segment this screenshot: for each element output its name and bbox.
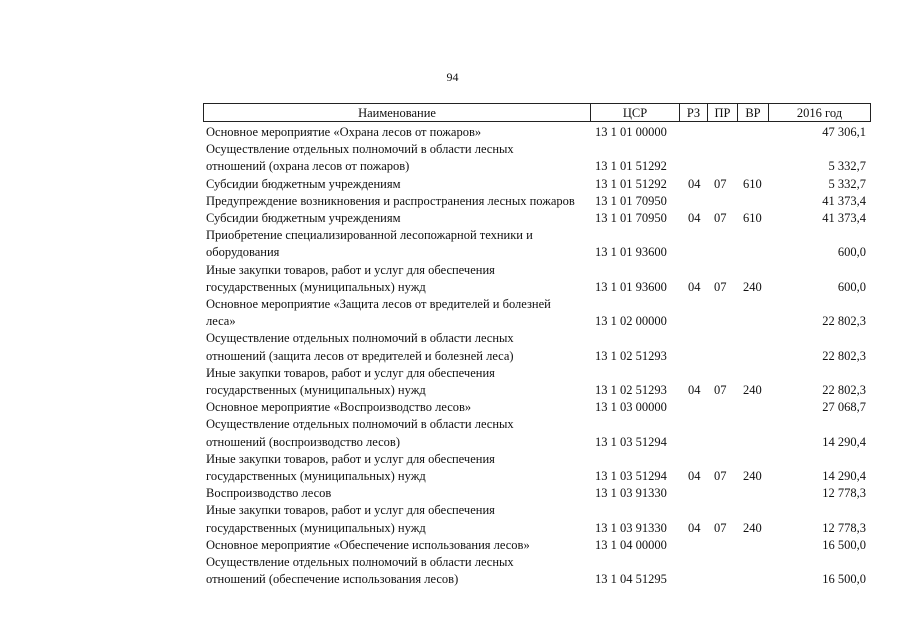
row-name [206, 176, 592, 193]
table-row [0, 296, 905, 330]
row-name-line: Иные закупки товаров, работ и услуг для обеспечения [206, 365, 495, 380]
row-amount: 22 802,3 [822, 348, 866, 363]
table-row [0, 330, 905, 364]
row-vr: 240 [743, 383, 762, 398]
row-csr: 13 1 03 91330 [595, 520, 667, 535]
table-row [0, 451, 905, 485]
header-vr: ВР [738, 104, 769, 121]
row-pr: 07 [714, 520, 727, 535]
row-csr: 13 1 01 70950 [595, 211, 667, 226]
row-csr: 13 1 02 00000 [595, 314, 667, 329]
header-pr: ПР [708, 104, 738, 121]
header-csr: ЦСР [591, 104, 680, 121]
row-amount: 5 332,7 [828, 159, 866, 174]
row-name [206, 227, 592, 261]
row-name [206, 399, 592, 416]
row-name-line: Осуществление отдельных полномочий в области лесных [206, 555, 514, 570]
row-csr: 13 1 01 00000 [595, 125, 667, 139]
row-csr: 13 1 03 91330 [595, 486, 667, 501]
table-header [203, 103, 871, 122]
table-row [0, 141, 905, 175]
row-name-line: Осуществление отдельных полномочий в области лесных [206, 142, 514, 157]
row-amount: 600,0 [837, 245, 866, 260]
table-row [0, 399, 905, 416]
row-csr: 13 1 04 51295 [595, 572, 667, 587]
row-name-line: Предупреждение возникновения и распространения лесных пожаров [206, 193, 575, 208]
row-csr: 13 1 02 51293 [595, 383, 667, 398]
row-name-line: государственных (муниципальных) нужд [206, 520, 426, 535]
row-pr: 07 [714, 211, 727, 226]
row-pr: 07 [714, 279, 727, 294]
row-name-line: Иные закупки товаров, работ и услуг для обеспечения [206, 451, 495, 466]
table-row [0, 227, 905, 261]
table-row [0, 502, 905, 536]
row-rz: 04 [688, 383, 701, 398]
table-row [0, 416, 905, 450]
row-csr: 13 1 01 51292 [595, 159, 667, 174]
row-name-line: Иные закупки товаров, работ и услуг для обеспечения [206, 262, 495, 277]
row-name-line: отношений (воспроизводство лесов) [206, 434, 400, 449]
table-row [0, 554, 905, 588]
row-name [206, 554, 592, 588]
header-year: 2016 год [796, 106, 843, 120]
row-name-line: леса» [206, 314, 236, 329]
row-pr: 07 [714, 469, 727, 484]
header-rz: РЗ [680, 104, 708, 121]
row-amount: 16 500,0 [822, 537, 866, 552]
row-name [206, 537, 592, 554]
row-name [206, 451, 592, 485]
row-amount: 16 500,0 [822, 572, 866, 587]
row-vr: 240 [743, 469, 762, 484]
row-name [206, 141, 592, 175]
table-row [0, 262, 905, 296]
row-name-line: государственных (муниципальных) нужд [206, 469, 426, 484]
row-rz: 04 [688, 520, 701, 535]
row-name-line: Субсидии бюджетным учреждениям [206, 211, 401, 226]
row-name [206, 330, 592, 364]
row-name [206, 502, 592, 536]
row-amount: 600,0 [837, 279, 866, 294]
row-amount: 12 778,3 [822, 520, 866, 535]
row-name-line: отношений (обеспечение использования лесов) [206, 572, 459, 587]
row-name-line: оборудования [206, 245, 280, 260]
row-name-line: Осуществление отдельных полномочий в области лесных [206, 331, 514, 346]
row-amount: 41 373,4 [822, 211, 866, 226]
row-csr: 13 1 01 93600 [595, 279, 667, 294]
table-row [0, 485, 905, 502]
row-name-line: Воспроизводство лесов [206, 486, 332, 501]
row-name [206, 210, 592, 227]
row-amount: 12 778,3 [822, 486, 866, 501]
row-name-line: Иные закупки товаров, работ и услуг для обеспечения [206, 503, 495, 518]
table-body [0, 124, 905, 588]
row-vr: 610 [743, 176, 762, 191]
table-row [0, 210, 905, 227]
row-rz: 04 [688, 176, 701, 191]
row-pr: 07 [714, 176, 727, 191]
table-row [0, 193, 905, 210]
row-csr: 13 1 03 51294 [595, 434, 667, 449]
row-name [206, 416, 592, 450]
row-pr: 07 [714, 383, 727, 398]
row-vr: 610 [743, 211, 762, 226]
row-csr: 13 1 02 51293 [595, 348, 667, 363]
row-name-line: государственных (муниципальных) нужд [206, 279, 426, 294]
row-csr: 13 1 03 00000 [595, 400, 667, 415]
row-name-line: отношений (защита лесов от вредителей и болезней леса) [206, 348, 514, 363]
row-amount: 27 068,7 [822, 400, 866, 415]
table-row [0, 537, 905, 554]
row-name-line: Основное мероприятие «Защита лесов от вредителей и болезней [206, 297, 551, 312]
row-name [206, 365, 592, 399]
page-number: 94 [446, 70, 459, 84]
row-name [206, 296, 592, 330]
row-name [206, 262, 592, 296]
row-csr: 13 1 03 51294 [595, 469, 667, 484]
row-amount: 14 290,4 [822, 434, 866, 449]
row-vr: 240 [743, 279, 762, 294]
row-amount: 41 373,4 [822, 193, 866, 208]
row-amount: 47 306,1 [822, 125, 866, 139]
row-csr: 13 1 01 93600 [595, 245, 667, 260]
table-row [0, 365, 905, 399]
row-rz: 04 [688, 211, 701, 226]
row-name-line: Основное мероприятие «Охрана лесов от пожаров» [206, 125, 482, 139]
row-name-line: Основное мероприятие «Воспроизводство лесов» [206, 400, 472, 415]
row-name-line: государственных (муниципальных) нужд [206, 383, 426, 398]
row-name-line: Приобретение специализированной лесопожарной техники и [206, 228, 533, 243]
row-amount: 22 802,3 [822, 314, 866, 329]
row-name [206, 193, 592, 210]
row-amount: 14 290,4 [822, 469, 866, 484]
row-name-line: отношений (охрана лесов от пожаров) [206, 159, 410, 174]
row-name-line: Основное мероприятие «Обеспечение использования лесов» [206, 537, 530, 552]
row-name [206, 124, 592, 141]
header-name: Наименование [204, 104, 591, 121]
row-rz: 04 [688, 469, 701, 484]
row-name-line: Субсидии бюджетным учреждениям [206, 176, 401, 191]
row-amount: 5 332,7 [828, 176, 866, 191]
table-row [0, 124, 905, 141]
table-row [0, 176, 905, 193]
row-name-line: Осуществление отдельных полномочий в области лесных [206, 417, 514, 432]
row-rz: 04 [688, 279, 701, 294]
row-csr: 13 1 01 51292 [595, 176, 667, 191]
row-csr: 13 1 01 70950 [595, 193, 667, 208]
row-csr: 13 1 04 00000 [595, 537, 667, 552]
row-vr: 240 [743, 520, 762, 535]
row-amount: 22 802,3 [822, 383, 866, 398]
row-name [206, 485, 592, 502]
